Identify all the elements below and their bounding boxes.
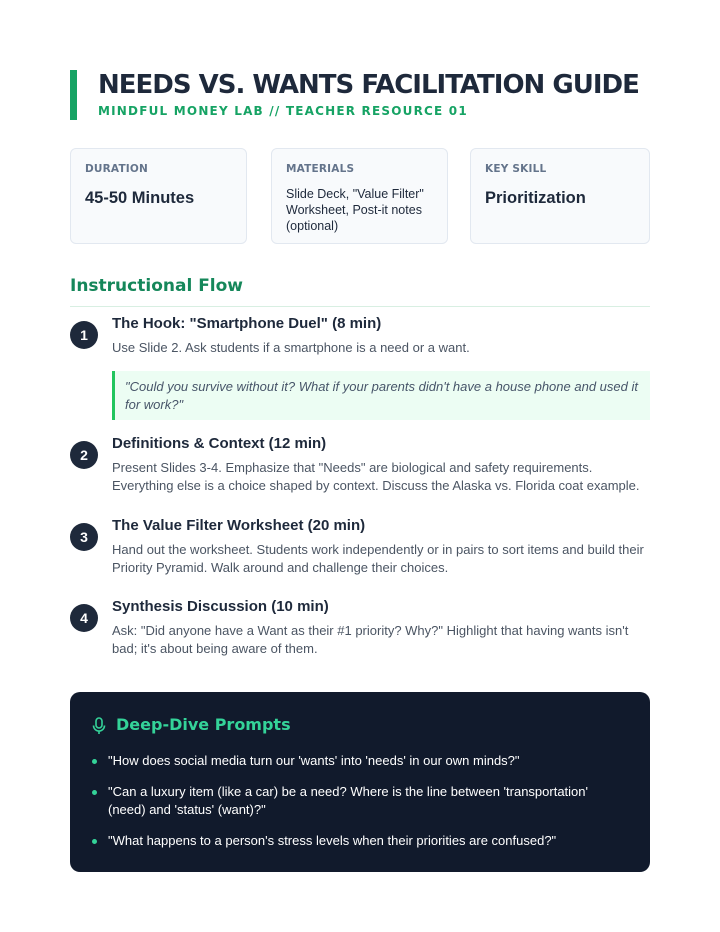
prompt-text: "Can a luxury item (like a car) be a need? Where is the line between 'transportation' (need) and 'status' (want)?" bbox=[108, 784, 588, 817]
section-title: Instructional Flow bbox=[70, 276, 244, 296]
step-number: 2 bbox=[70, 441, 98, 469]
list-item bbox=[92, 832, 622, 850]
guide-header bbox=[70, 70, 650, 120]
duration-card bbox=[70, 148, 247, 244]
deep-dive-title: Deep-Dive Prompts bbox=[116, 715, 291, 734]
prompt-text: "What happens to a person's stress levels when their priorities are confused?" bbox=[108, 833, 557, 848]
step-number: 3 bbox=[70, 523, 98, 551]
page-title: NEEDS VS. WANTS FACILITATION GUIDE bbox=[98, 70, 639, 100]
materials-card bbox=[271, 148, 448, 244]
microphone-icon bbox=[92, 717, 106, 735]
step-description: Ask: "Did anyone have a Want as their #1 priority? Why?" Highlight that having wants isn't bad; it's about being aware of them. bbox=[112, 623, 629, 656]
duration-label: DURATION bbox=[85, 163, 149, 175]
step-description: Hand out the worksheet. Students work independently or in pairs to sort items and build their Priority Pyramid. Walk around and challenge their choices. bbox=[112, 542, 644, 575]
step-title: The Value Filter Worksheet (20 min) bbox=[112, 517, 366, 534]
section-divider bbox=[70, 306, 650, 307]
bullet-icon bbox=[92, 759, 97, 764]
info-cards bbox=[70, 148, 650, 246]
page-subtitle: MINDFUL MONEY LAB // TEACHER RESOURCE 01 bbox=[98, 104, 468, 118]
deep-dive-panel bbox=[70, 692, 650, 872]
step-number: 4 bbox=[70, 604, 98, 632]
step-description: Present Slides 3-4. Emphasize that "Needs" are biological and safety requirements. Everything else is a choice shaped by context. Discuss the Alaska vs. Florida coat example. bbox=[112, 460, 640, 493]
step-number: 1 bbox=[70, 321, 98, 349]
step-title: Definitions & Context (12 min) bbox=[112, 435, 327, 452]
key-skill-value: Prioritization bbox=[485, 189, 586, 207]
bullet-icon bbox=[92, 790, 97, 795]
prompt-list bbox=[92, 752, 622, 863]
list-item bbox=[92, 752, 622, 770]
step-title: The Hook: "Smartphone Duel" (8 min) bbox=[112, 315, 382, 332]
step-quote: "Could you survive without it? What if your parents didn't have a house phone and used it for work?" bbox=[112, 371, 650, 420]
header-accent-bar bbox=[70, 70, 77, 120]
materials-value: Slide Deck, "Value Filter" Worksheet, Post-it notes (optional) bbox=[286, 187, 424, 233]
key-skill-card bbox=[470, 148, 650, 244]
duration-value: 45-50 Minutes bbox=[85, 189, 195, 207]
materials-label: MATERIALS bbox=[286, 163, 355, 175]
key-skill-label: KEY SKILL bbox=[485, 163, 547, 175]
list-item bbox=[92, 783, 622, 819]
step-title: Synthesis Discussion (10 min) bbox=[112, 598, 329, 615]
step-description: Use Slide 2. Ask students if a smartphone is a need or a want. bbox=[112, 340, 470, 355]
prompt-text: "How does social media turn our 'wants' into 'needs' in our own minds?" bbox=[108, 753, 520, 768]
bullet-icon bbox=[92, 839, 97, 844]
